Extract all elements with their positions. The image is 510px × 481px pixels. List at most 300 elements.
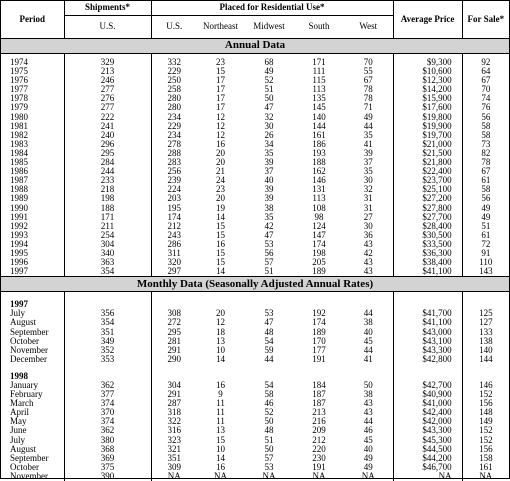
table-cell: 44: [344, 417, 393, 426]
table-cell: 211: [64, 222, 151, 231]
table-cell: 113: [294, 85, 344, 94]
table-cell: 23: [197, 58, 244, 67]
table-cell: 291: [151, 390, 197, 399]
table-cell: 1991: [1, 213, 64, 222]
table-cell: 110: [462, 258, 509, 267]
table-cell: $19,800: [393, 113, 462, 122]
table-body: [1, 39, 509, 481]
table-row: [1, 472, 509, 481]
table-cell: November: [1, 472, 64, 481]
table-cell: $41,000: [393, 399, 462, 408]
table-cell: 1994: [1, 240, 64, 249]
table-cell: 30: [344, 222, 393, 231]
table-cell: 78: [344, 85, 393, 94]
table-cell: 161: [294, 131, 344, 140]
table-cell: 13: [197, 426, 244, 435]
table-cell: $33,500: [393, 240, 462, 249]
table-cell: 174: [151, 213, 197, 222]
table-cell: 14: [197, 355, 244, 364]
table-cell: 57: [244, 258, 294, 267]
table-cell: 40: [344, 445, 393, 454]
table-cell: 12: [197, 318, 244, 327]
table-cell: August: [1, 318, 64, 327]
table-cell: 198: [294, 249, 344, 258]
table-cell: 161: [462, 463, 509, 472]
table-cell: 380: [64, 436, 151, 445]
table-cell: 1982: [1, 131, 64, 140]
table-cell: 14: [197, 213, 244, 222]
table-cell: July: [1, 436, 64, 445]
table-cell: 281: [151, 337, 197, 346]
table-cell: 108: [294, 204, 344, 213]
table-cell: 71: [344, 103, 393, 112]
table-cell: June: [1, 426, 64, 435]
table-cell: 148: [462, 408, 509, 417]
subheader-west: West: [344, 16, 393, 39]
table-cell: 42: [244, 222, 294, 231]
table-cell: 70: [344, 58, 393, 67]
table-cell: 49: [244, 67, 294, 76]
table-cell: 43: [344, 267, 393, 277]
table-cell: 309: [151, 463, 197, 472]
table-cell: February: [1, 390, 64, 399]
table-cell: 256: [151, 167, 197, 176]
table-cell: 277: [64, 85, 151, 94]
table-cell: 374: [64, 417, 151, 426]
table-cell: $43,000: [393, 328, 462, 337]
table-cell: 49: [344, 454, 393, 463]
table-cell: $46,700: [393, 463, 462, 472]
table-cell: 243: [151, 231, 197, 240]
table-cell: $27,800: [393, 204, 462, 213]
table-cell: 70: [462, 85, 509, 94]
table-cell: 213: [64, 67, 151, 76]
table-cell: 189: [294, 328, 344, 337]
table-cell: 39: [244, 185, 294, 194]
table-cell: $40,900: [393, 390, 462, 399]
table-cell: 12: [197, 131, 244, 140]
table-cell: 351: [64, 328, 151, 337]
table-cell: 198: [64, 194, 151, 203]
table-cell: 44: [244, 355, 294, 364]
table-cell: $21,500: [393, 149, 462, 158]
table-cell: 55: [344, 67, 393, 76]
table-cell: 140: [462, 346, 509, 355]
table-cell: 254: [64, 231, 151, 240]
table-cell: 59: [244, 346, 294, 355]
table-cell: 32: [244, 113, 294, 122]
year-group-label: 1997: [1, 300, 64, 309]
table-cell: 15: [197, 231, 244, 240]
table-cell: $19,700: [393, 131, 462, 140]
table-cell: 171: [64, 213, 151, 222]
table-cell: 35: [244, 213, 294, 222]
table-cell: $25,100: [393, 185, 462, 194]
table-cell: $30,500: [393, 231, 462, 240]
table-cell: 73: [462, 140, 509, 149]
table-cell: 17: [197, 103, 244, 112]
table-cell: 35: [344, 167, 393, 176]
table-cell: 48: [244, 426, 294, 435]
table-cell: 133: [462, 328, 509, 337]
table-cell: 354: [64, 267, 151, 277]
table-cell: 58: [462, 122, 509, 131]
table-cell: 16: [197, 463, 244, 472]
table-cell: September: [1, 328, 64, 337]
table-cell: 39: [244, 194, 294, 203]
shipments-header: Shipments*: [64, 1, 151, 16]
annual-data-heading: Annual Data: [1, 39, 509, 54]
table-cell: NA: [197, 472, 244, 481]
table-cell: 191: [294, 355, 344, 364]
table-cell: 61: [462, 176, 509, 185]
table-cell: NA: [294, 472, 344, 481]
table-cell: 40: [344, 328, 393, 337]
table-cell: 1976: [1, 76, 64, 85]
table-cell: 1995: [1, 249, 64, 258]
table-cell: October: [1, 463, 64, 472]
table-cell: 283: [151, 158, 197, 167]
monthly-data-heading: Monthly Data (Seasonally Adjusted Annual Rates): [1, 277, 509, 292]
table-cell: NA: [244, 472, 294, 481]
table-cell: 41: [344, 355, 393, 364]
table-cell: 49: [462, 204, 509, 213]
table-cell: 17: [197, 76, 244, 85]
table-cell: 353: [64, 355, 151, 364]
placed-header: Placed for Residential Use*: [151, 1, 393, 16]
table-cell: 1978: [1, 94, 64, 103]
table-cell: 332: [151, 58, 197, 67]
table-cell: 44: [344, 309, 393, 318]
table-cell: 188: [64, 204, 151, 213]
table-cell: $28,400: [393, 222, 462, 231]
table-cell: 1975: [1, 67, 64, 76]
table-cell: 67: [462, 167, 509, 176]
table-row: [1, 355, 509, 364]
table-cell: 349: [64, 337, 151, 346]
table-cell: 46: [344, 426, 393, 435]
table-cell: 17: [197, 94, 244, 103]
table-cell: 1990: [1, 204, 64, 213]
table-cell: 11: [197, 399, 244, 408]
table-cell: $38,400: [393, 258, 462, 267]
table-cell: $42,800: [393, 355, 462, 364]
table-cell: 54: [244, 337, 294, 346]
table-cell: 92: [462, 58, 509, 67]
table-cell: 20: [197, 194, 244, 203]
table-cell: January: [1, 381, 64, 390]
table-cell: 1980: [1, 113, 64, 122]
table-cell: 45: [344, 337, 393, 346]
table-cell: 203: [151, 194, 197, 203]
table-cell: 15: [197, 436, 244, 445]
table-cell: 369: [64, 454, 151, 463]
table-cell: 40: [244, 176, 294, 185]
table-cell: 296: [64, 140, 151, 149]
table-cell: 140: [294, 113, 344, 122]
table-cell: 143: [462, 267, 509, 277]
table-cell: 61: [462, 231, 509, 240]
table-cell: 304: [151, 381, 197, 390]
year-group-label: 1998: [1, 372, 64, 381]
table-cell: 280: [151, 103, 197, 112]
table-cell: $10,600: [393, 67, 462, 76]
table-cell: 44: [344, 346, 393, 355]
table-cell: 229: [151, 122, 197, 131]
table-cell: 145: [294, 103, 344, 112]
table-cell: 318: [151, 408, 197, 417]
table-cell: 1979: [1, 103, 64, 112]
table-cell: 171: [294, 58, 344, 67]
table-cell: 1983: [1, 140, 64, 149]
table-cell: 311: [151, 249, 197, 258]
table-cell: 152: [462, 436, 509, 445]
table-cell: 78: [344, 94, 393, 103]
table-cell: NA: [393, 472, 462, 481]
table-row: [1, 267, 509, 277]
table-cell: 98: [294, 213, 344, 222]
table-cell: 41: [344, 140, 393, 149]
for-sale-header: For Sale*: [462, 1, 509, 39]
table-cell: 212: [151, 222, 197, 231]
table-cell: 205: [294, 258, 344, 267]
table-cell: 72: [462, 240, 509, 249]
table-cell: 184: [294, 381, 344, 390]
table-cell: 191: [294, 463, 344, 472]
table-cell: 246: [64, 76, 151, 85]
table-cell: 297: [151, 267, 197, 277]
table-cell: 340: [64, 249, 151, 258]
table-cell: 39: [244, 158, 294, 167]
table-cell: $21,800: [393, 158, 462, 167]
table-cell: July: [1, 309, 64, 318]
table-cell: 291: [151, 346, 197, 355]
table-cell: 76: [462, 103, 509, 112]
table-cell: 188: [294, 158, 344, 167]
table-cell: 47: [244, 318, 294, 327]
table-cell: 1988: [1, 185, 64, 194]
table-cell: 27: [344, 213, 393, 222]
subheader-shipments-us: U.S.: [64, 16, 151, 39]
table-cell: 15: [197, 67, 244, 76]
period-header: Period: [1, 1, 64, 39]
table-cell: 19: [197, 204, 244, 213]
table-cell: 284: [64, 158, 151, 167]
table-cell: 144: [462, 355, 509, 364]
table-cell: 212: [294, 436, 344, 445]
table-cell: 51: [244, 267, 294, 277]
table-cell: May: [1, 417, 64, 426]
table-cell: 31: [344, 204, 393, 213]
table-cell: $42,700: [393, 381, 462, 390]
average-price-header: Average Price: [393, 1, 462, 39]
table-cell: 52: [244, 76, 294, 85]
table-cell: 50: [344, 381, 393, 390]
table-cell: 39: [344, 149, 393, 158]
table-cell: 290: [151, 355, 197, 364]
table-cell: 272: [151, 318, 197, 327]
table-cell: 124: [294, 222, 344, 231]
table-cell: 239: [151, 176, 197, 185]
table-cell: 45: [344, 436, 393, 445]
table-cell: August: [1, 445, 64, 454]
table-cell: 352: [64, 346, 151, 355]
table-cell: 351: [151, 454, 197, 463]
table-cell: 13: [197, 337, 244, 346]
table-cell: 362: [64, 381, 151, 390]
table-cell: 1977: [1, 85, 64, 94]
table-cell: 162: [294, 167, 344, 176]
table-cell: 125: [462, 309, 509, 318]
table-cell: 320: [151, 258, 197, 267]
table-cell: 56: [244, 249, 294, 258]
table-cell: 20: [197, 309, 244, 318]
table-cell: 12: [197, 122, 244, 131]
table-cell: 144: [294, 122, 344, 131]
table-cell: 43: [344, 240, 393, 249]
table-cell: 26: [244, 131, 294, 140]
table-cell: 250: [151, 76, 197, 85]
table-cell: 38: [244, 204, 294, 213]
table-cell: March: [1, 399, 64, 408]
table-cell: 278: [151, 140, 197, 149]
table-cell: 189: [294, 267, 344, 277]
table-cell: 52: [244, 408, 294, 417]
table-cell: 24: [197, 176, 244, 185]
table-cell: 213: [294, 408, 344, 417]
table-cell: 17: [197, 85, 244, 94]
table-cell: 258: [151, 85, 197, 94]
table-cell: 49: [344, 113, 393, 122]
table-cell: 1997: [1, 267, 64, 277]
table-cell: 147: [294, 231, 344, 240]
table-cell: 234: [151, 131, 197, 140]
table-cell: 16: [197, 381, 244, 390]
table-cell: $41,100: [393, 318, 462, 327]
table-cell: 46: [244, 399, 294, 408]
table-cell: 1987: [1, 176, 64, 185]
table-cell: $27,200: [393, 194, 462, 203]
table-cell: 14: [197, 454, 244, 463]
table-cell: 31: [344, 194, 393, 203]
table-cell: 174: [294, 240, 344, 249]
table-cell: 67: [344, 76, 393, 85]
table-cell: September: [1, 454, 64, 463]
table-cell: 43: [344, 258, 393, 267]
table-cell: 156: [462, 445, 509, 454]
table-cell: 35: [244, 149, 294, 158]
table-cell: 43: [344, 408, 393, 417]
table-cell: 43: [344, 399, 393, 408]
table-cell: $19,900: [393, 122, 462, 131]
table-cell: 50: [244, 445, 294, 454]
table-cell: 195: [151, 204, 197, 213]
table-cell: 30: [244, 122, 294, 131]
table-cell: 36: [344, 231, 393, 240]
table-cell: 113: [294, 194, 344, 203]
table-cell: 38: [344, 390, 393, 399]
table-cell: 48: [244, 328, 294, 337]
table-cell: 47: [244, 231, 294, 240]
table-cell: 287: [151, 399, 197, 408]
table-cell: 192: [294, 309, 344, 318]
table-cell: 57: [244, 454, 294, 463]
table-cell: October: [1, 337, 64, 346]
table-cell: 49: [344, 463, 393, 472]
table-cell: November: [1, 346, 64, 355]
table-cell: $15,900: [393, 94, 462, 103]
table-cell: $44,200: [393, 454, 462, 463]
subheader-south: South: [294, 16, 344, 39]
table-cell: 14: [197, 267, 244, 277]
table-cell: 186: [294, 140, 344, 149]
table-cell: 42: [344, 249, 393, 258]
table-cell: 49: [462, 213, 509, 222]
table-cell: 321: [151, 445, 197, 454]
table-cell: 64: [462, 67, 509, 76]
table-cell: 35: [344, 131, 393, 140]
table-cell: 15: [197, 249, 244, 258]
table-cell: 1974: [1, 58, 64, 67]
table-cell: 354: [64, 318, 151, 327]
table-cell: 170: [294, 337, 344, 346]
table-cell: 10: [197, 346, 244, 355]
table-cell: 82: [462, 149, 509, 158]
subheader-placed-us: U.S.: [151, 16, 197, 39]
table-cell: NA: [462, 472, 509, 481]
subheader-northeast: Northeast: [197, 16, 244, 39]
table-cell: $36,300: [393, 249, 462, 258]
table-cell: $43,300: [393, 426, 462, 435]
table-cell: 209: [294, 426, 344, 435]
table-row: [1, 463, 509, 472]
table-cell: $23,700: [393, 176, 462, 185]
table-cell: 91: [462, 249, 509, 258]
table-cell: 15: [197, 258, 244, 267]
table-cell: $42,400: [393, 408, 462, 417]
table-cell: 56: [462, 113, 509, 122]
table-cell: $41,100: [393, 267, 462, 277]
table-cell: 370: [64, 408, 151, 417]
table-cell: $14,200: [393, 85, 462, 94]
table-cell: 158: [462, 454, 509, 463]
table-cell: 304: [64, 240, 151, 249]
table-cell: 21: [197, 167, 244, 176]
table-cell: April: [1, 408, 64, 417]
table-cell: 67: [462, 76, 509, 85]
table-cell: 288: [151, 149, 197, 158]
table-cell: 53: [244, 309, 294, 318]
table-cell: $43,100: [393, 337, 462, 346]
table-cell: 12: [197, 113, 244, 122]
table-cell: 51: [244, 85, 294, 94]
table-cell: 34: [244, 140, 294, 149]
table-cell: 37: [344, 158, 393, 167]
table-cell: 50: [244, 94, 294, 103]
table-cell: 135: [294, 94, 344, 103]
table-cell: 1989: [1, 194, 64, 203]
table-cell: NA: [344, 472, 393, 481]
table-cell: 38: [344, 318, 393, 327]
table-cell: 58: [462, 185, 509, 194]
table-cell: 15: [197, 222, 244, 231]
table-cell: 1981: [1, 122, 64, 131]
table-cell: 316: [151, 426, 197, 435]
table-cell: 1992: [1, 222, 64, 231]
subheader-midwest: Midwest: [244, 16, 294, 39]
table-cell: 233: [64, 176, 151, 185]
table-cell: 322: [151, 417, 197, 426]
